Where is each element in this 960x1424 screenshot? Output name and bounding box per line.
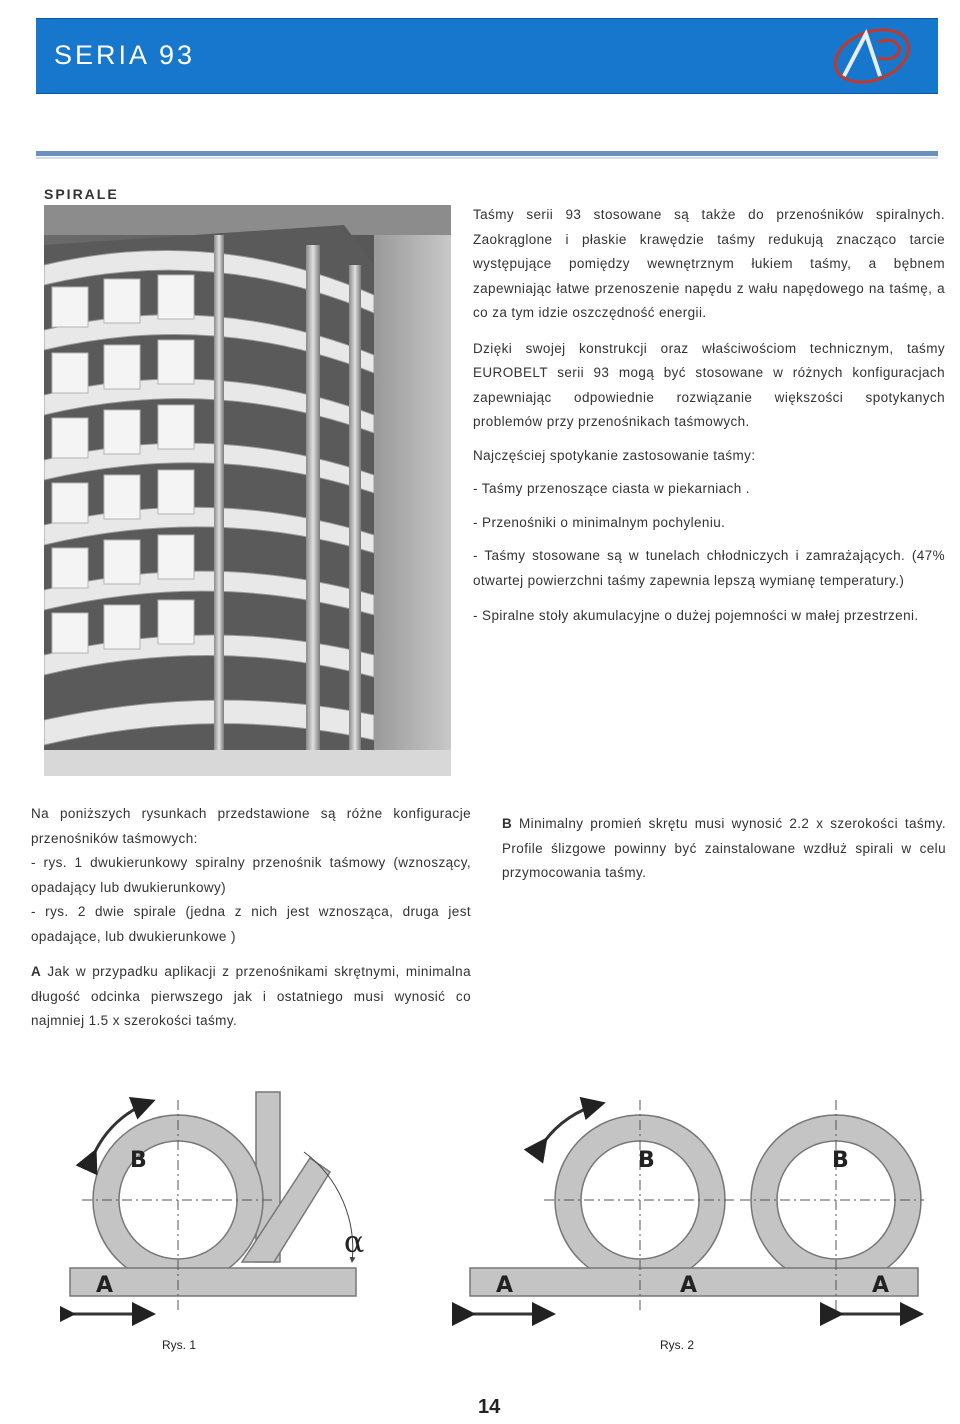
label-a: A (496, 1273, 514, 1298)
label-b: B (832, 1148, 849, 1173)
intro-text-column (473, 203, 945, 629)
application-item: - Taśmy stosowane są w tunelach chłodniczych i zamrażających. (47% otwartej powierzchni taśmy zapewnia lepszą wymianę temperatury.) (473, 548, 945, 588)
intro-paragraph: Taśmy serii 93 stosowane są także do przenośników spiralnych. Zaokrąglone i płaskie krawędzie taśmy redukują znacząco tarcie występujące pomiędzy wewnętrznym łukiem taśmy, a bębnem zapewniając łatwe przenoszenie napędu z wału napędowego na taśmę, a co za tym idzie oszczędność energii. (473, 207, 945, 320)
label-a: A (680, 1273, 698, 1298)
figure1-description: - rys. 1 dwukierunkowy spiralny przenośnik taśmowy (wznoszący, opadający lub dwukierunkowy) (31, 855, 471, 895)
application-item: - Taśmy przenoszące ciasta w piekarniach . (473, 481, 750, 496)
applications-heading: Najczęściej spotykanie zastosowanie taśmy: (473, 447, 756, 463)
label-b: B (638, 1148, 655, 1173)
divider-line (36, 151, 938, 156)
label-a: A (96, 1273, 114, 1298)
figure-2-diagram (470, 1100, 924, 1314)
figure-1-caption: Rys. 1 (162, 1338, 197, 1352)
series-title: SERIA 93 (54, 40, 196, 70)
spiral-conveyor-photo (44, 205, 451, 776)
figure-2-caption: Rys. 2 (660, 1338, 695, 1352)
application-item: - Przenośniki o minimalnym pochyleniu. (473, 514, 726, 530)
note-a (31, 960, 471, 1034)
note-b-text: Minimalny promień skrętu musi wynosić 2.2 x szerokości taśmy. Profile ślizgowe powinny być zainstalowane wzdłuż spirali w celu przymocowania taśmy. (502, 816, 946, 880)
page-number: 14 (478, 1396, 501, 1418)
note-b (502, 812, 946, 886)
divider-shadow (36, 157, 938, 159)
label-alpha: α (344, 1225, 365, 1260)
note-b-label: B (502, 816, 513, 831)
note-a-text: Jak w przypadku aplikacji z przenośnikami skrętnymi, minimalna długość odcinka pierwszego jak i ostatniego musi wynosić co najmniej 1.5 x szerokości taśmy. (31, 964, 471, 1028)
figure-1-diagram (70, 1092, 364, 1314)
radius-text (502, 812, 946, 886)
company-logo (826, 24, 916, 88)
configurations-intro: Na poniższych rysunkach przedstawione są różne konfiguracje przenośników taśmowych: (31, 806, 471, 846)
application-item: - Spiralne stoły akumulacyjne o dużej pojemności w małej przestrzeni. (473, 608, 919, 623)
figure2-description: - rys. 2 dwie spirale (jedna z nich jest wznosząca, druga jest opadające, lub dwukierunkowe ) (31, 904, 471, 944)
configurations-text (31, 802, 471, 1034)
note-a-label: A (31, 964, 42, 979)
label-b: B (130, 1148, 147, 1173)
eurobelt-paragraph: Dzięki swojej konstrukcji oraz właściwościom technicznym, taśmy EUROBELT serii 93 mogą być stosowane w różnych konfiguracjach zapewniając odpowiednie rozwiązanie większości spotykanych problemów przy przenośnikach taśmowych. (473, 340, 945, 429)
spiral-configuration-diagrams (60, 1082, 930, 1332)
section-title: SPIRALE (44, 186, 119, 202)
label-a: A (872, 1273, 890, 1298)
